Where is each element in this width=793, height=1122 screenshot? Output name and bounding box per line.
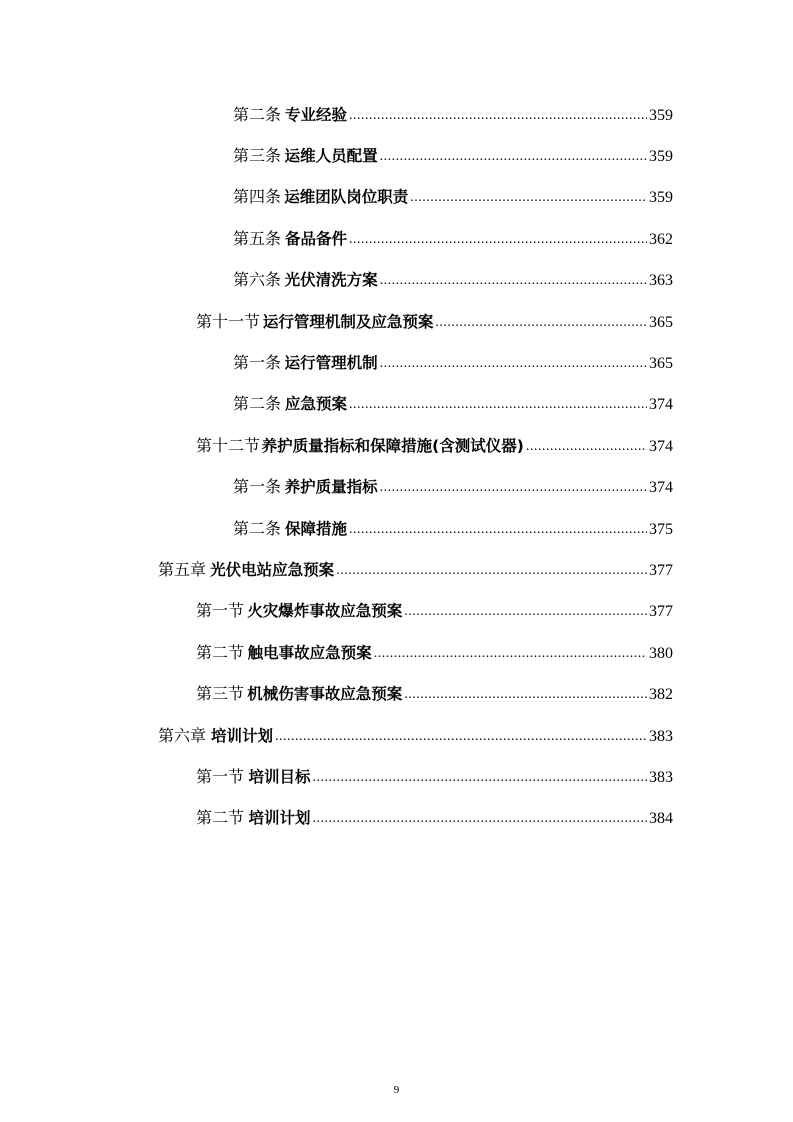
toc-leader-dots — [275, 727, 647, 747]
toc-entry-number: 第六章 — [158, 725, 207, 745]
toc-entry-number: 第一节 — [196, 766, 245, 786]
toc-entry[interactable] — [0, 178, 793, 219]
toc-entry-number: 第一条 — [233, 353, 282, 373]
toc-leader-dots — [313, 809, 647, 829]
toc-entry-title: 保障措施 — [285, 519, 348, 538]
toc-entry[interactable] — [0, 509, 793, 550]
toc-entry[interactable] — [0, 302, 793, 343]
toc-entry-page: 365 — [649, 355, 673, 373]
toc-entry-title: 运维人员配置 — [284, 147, 378, 166]
toc-entry-page: 359 — [649, 148, 673, 166]
toc-entry[interactable] — [0, 426, 793, 467]
toc-entry[interactable] — [0, 550, 793, 591]
toc-entry-title: 触电事故应急预案 — [247, 643, 372, 662]
toc-leader-dots — [313, 768, 647, 788]
toc-entry-title: 培训目标 — [248, 767, 311, 786]
toc-entry[interactable] — [0, 799, 793, 840]
toc-entry[interactable] — [0, 385, 793, 426]
toc-leader-dots — [349, 520, 647, 540]
toc-entry-number: 第三条 — [233, 146, 282, 166]
toc-entry-number: 第一条 — [233, 477, 282, 497]
toc-leader-dots — [349, 230, 647, 250]
toc-leader-dots — [380, 478, 647, 498]
toc-entry-number: 第五章 — [158, 559, 207, 579]
toc-entry-number: 第二条 — [233, 394, 282, 414]
toc-entry[interactable] — [0, 592, 793, 633]
toc-entry-number: 第二条 — [233, 104, 282, 124]
toc-entry-title: 专业经验 — [285, 105, 348, 124]
toc-entry-title: 养护质量指标和保障措施(含测试仪器) — [261, 436, 524, 455]
toc-entry-page: 362 — [649, 230, 673, 248]
toc-entry-title: 应急预案 — [285, 395, 348, 414]
toc-entry-page: 363 — [649, 272, 673, 290]
toc-entry-page: 374 — [649, 437, 673, 455]
toc-entry-title: 培训计划 — [211, 726, 274, 745]
toc-entry-page: 377 — [649, 561, 673, 579]
toc-entry-number: 第二节 — [196, 808, 245, 828]
toc-entry[interactable] — [0, 95, 793, 136]
toc-leader-dots — [349, 395, 647, 415]
toc-entry-page: 383 — [649, 768, 673, 786]
toc-entry-page: 374 — [649, 396, 673, 414]
page-footer-number: 9 — [393, 1084, 400, 1096]
toc-leader-dots — [404, 602, 647, 622]
toc-entry[interactable] — [0, 136, 793, 177]
toc-leader-dots — [349, 106, 647, 126]
toc-entry-number: 第四条 — [233, 187, 282, 207]
toc-entry-title: 机械伤害事故应急预案 — [247, 685, 403, 704]
toc-leader-dots — [404, 685, 647, 705]
toc-entry-page: 384 — [649, 810, 673, 828]
toc-leader-dots — [435, 313, 647, 333]
toc-entry-page: 375 — [649, 520, 673, 538]
toc-entry-page: 382 — [649, 686, 673, 704]
toc-entry-page: 359 — [649, 189, 673, 207]
toc-entry-number: 第五条 — [233, 228, 282, 248]
toc-leader-dots — [526, 437, 647, 457]
toc-entry-title: 养护质量指标 — [284, 478, 378, 497]
toc-entry-page: 374 — [649, 479, 673, 497]
toc-entry[interactable] — [0, 468, 793, 509]
toc-entry-page: 377 — [649, 603, 673, 621]
toc-entry-number: 第十二节 — [196, 435, 261, 455]
toc-entry-number: 第二条 — [233, 518, 282, 538]
toc-entry[interactable] — [0, 757, 793, 798]
toc-entry-page: 359 — [649, 106, 673, 124]
toc-leader-dots — [380, 354, 647, 374]
toc-entry-title: 运行管理机制及应急预案 — [262, 312, 434, 331]
toc-entry-page: 380 — [649, 644, 673, 662]
toc-leader-dots — [374, 644, 647, 664]
toc-entry-number: 第一节 — [196, 601, 245, 621]
table-of-contents — [0, 95, 793, 840]
toc-entry-page: 383 — [649, 727, 673, 745]
toc-entry[interactable] — [0, 633, 793, 674]
toc-entry-title: 光伏电站应急预案 — [210, 560, 335, 579]
toc-leader-dots — [336, 561, 647, 581]
toc-entry-title: 运维团队岗位职责 — [284, 188, 409, 207]
toc-entry-title: 培训计划 — [248, 809, 311, 828]
toc-entry[interactable] — [0, 716, 793, 757]
toc-entry-title: 备品备件 — [285, 229, 348, 248]
toc-entry[interactable] — [0, 219, 793, 260]
toc-leader-dots — [380, 271, 647, 291]
toc-entry-title: 光伏清洗方案 — [284, 271, 378, 290]
toc-entry-page: 365 — [649, 313, 673, 331]
toc-entry[interactable] — [0, 674, 793, 715]
toc-entry-number: 第十一节 — [196, 311, 261, 331]
toc-entry-number: 第六条 — [233, 270, 282, 290]
toc-entry-number: 第三节 — [196, 684, 245, 704]
toc-leader-dots — [410, 188, 647, 208]
toc-leader-dots — [380, 147, 647, 167]
toc-entry-title: 火灾爆炸事故应急预案 — [247, 602, 403, 621]
toc-entry[interactable] — [0, 261, 793, 302]
toc-entry-number: 第二节 — [196, 642, 245, 662]
toc-entry[interactable] — [0, 343, 793, 384]
toc-entry-title: 运行管理机制 — [284, 354, 378, 373]
